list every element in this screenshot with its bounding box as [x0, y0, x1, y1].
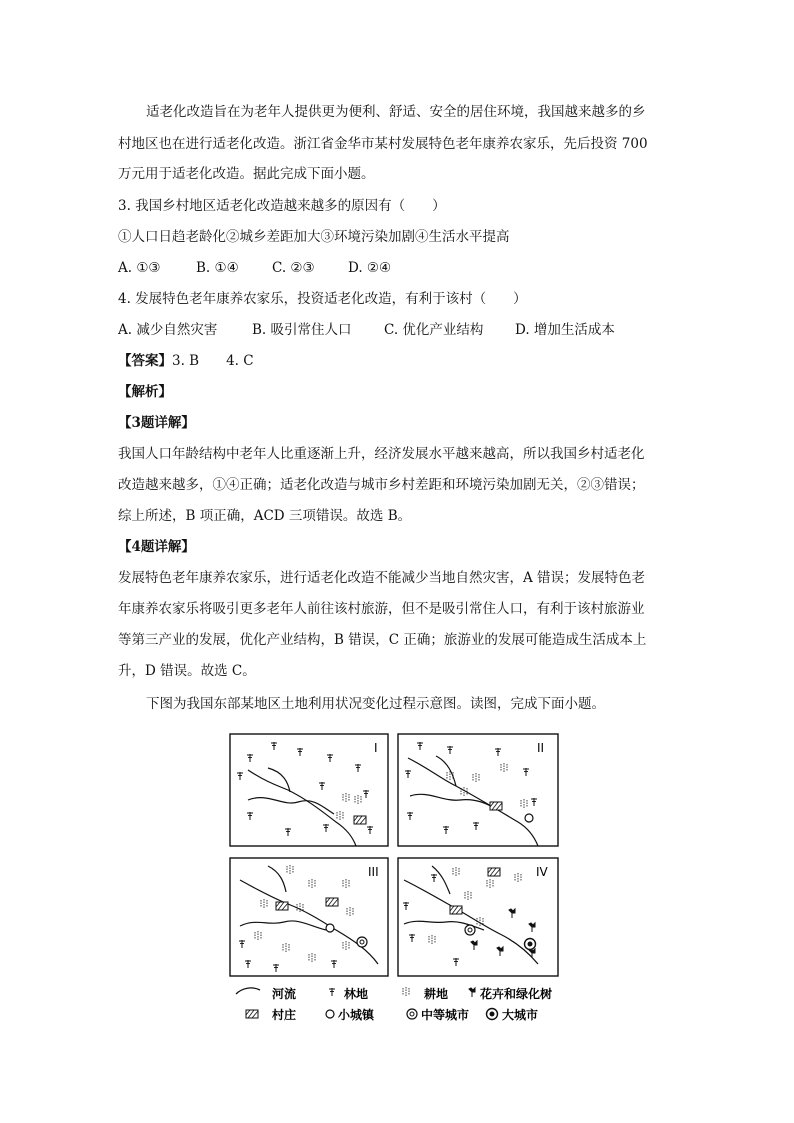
legend-big-city: 大城市 — [502, 1008, 539, 1022]
detail3-line-1: 我国人口年龄结构中老年人比重逐渐上升，经济发展水平越来越高，所以我国乡村适老化 — [118, 446, 645, 462]
panel-4 — [398, 858, 558, 976]
q3-option-a[interactable]: A. ①③ — [118, 260, 161, 276]
answer-label: 【答案】 — [118, 353, 172, 369]
q3-options — [118, 258, 391, 278]
q4-option-c[interactable]: C. 优化产业结构 — [384, 322, 484, 338]
legend — [236, 986, 552, 1022]
legend-big-city-icon — [487, 1009, 498, 1020]
legend-village: 村庄 — [272, 1008, 297, 1022]
legend-flowers-icon — [469, 988, 475, 997]
q4-option-d[interactable]: D. 增加生活成本 — [515, 322, 615, 338]
q4-options — [118, 320, 615, 340]
figure-intro: 下图为我国东部某地区土地利用状况变化过程示意图。读图，完成下面小题。 — [146, 696, 605, 712]
q3-option-d[interactable]: D. ②④ — [348, 260, 392, 276]
q4-option-a[interactable]: A. 减少自然灾害 — [118, 322, 218, 338]
q3-option-c[interactable]: C. ②③ — [272, 260, 315, 276]
detail3-label: 【3题详解】 — [118, 415, 195, 431]
intro-line-2: 村地区也在进行适老化改造。浙江省金华市某村发展特色老年康养农家乐，先后投资 700 — [118, 136, 648, 152]
answer-line — [118, 351, 254, 371]
legend-river: 河流 — [272, 987, 297, 1001]
land-use-figure — [228, 732, 573, 1027]
panel-1 — [230, 734, 388, 846]
legend-forest: 林地 — [344, 987, 369, 1001]
detail3-line-2: 改造越来越多，①④正确；适老化改造与城市乡村差距和环境污染加剧无关，②③错误； — [118, 477, 645, 493]
legend-river-icon — [236, 988, 260, 994]
legend-medium-city-icon — [407, 1009, 417, 1019]
legend-medium-city: 中等城市 — [421, 1008, 470, 1022]
legend-farmland-icon — [403, 987, 409, 996]
q4-option-b[interactable]: B. 吸引常住人口 — [252, 322, 352, 338]
detail4-line-2: 年康养农家乐将吸引更多老年人前往该村旅游，但不是吸引常住人口，有利于该村旅游业 — [118, 601, 645, 617]
detail4-line-3: 等第三产业的发展，优化产业结构，B 错误，C 正确；旅游业的发展可能造成生活成本上 — [118, 632, 647, 648]
panel-3-label: III — [368, 865, 379, 879]
legend-town: 小城镇 — [338, 1008, 375, 1022]
legend-forest-icon — [329, 988, 335, 996]
detail4-line-1: 发展特色老年康养农家乐，进行适老化改造不能减少当地自然灾害，A 错误；发展特色老 — [118, 570, 646, 586]
panel-4-label: IV — [536, 865, 548, 879]
q3-stem: 3. 我国乡村地区适老化改造越来越多的原因有（ ） — [118, 198, 446, 214]
detail4-line-4: 升，D 错误。故选 C。 — [118, 663, 256, 679]
detail4-label: 【4题详解】 — [118, 539, 195, 555]
panel-2 — [398, 734, 558, 846]
legend-flowers: 花卉和绿化树 — [480, 987, 553, 1001]
panel-2-label: II — [537, 741, 545, 755]
answer-text: 3. B 4. C — [172, 353, 254, 369]
panel-3 — [230, 858, 388, 976]
legend-town-icon — [326, 1010, 334, 1018]
q3-items: ①人口日趋老龄化②城乡差距加大③环境污染加剧④生活水平提高 — [118, 229, 510, 245]
q4-stem: 4. 发展特色老年康养农家乐，投资适老化改造，有利于该村（ ） — [118, 291, 527, 307]
legend-farmland: 耕地 — [424, 987, 449, 1001]
intro-line-1: 适老化改造旨在为老年人提供更为便利、舒适、安全的居住环境，我国越来越多的乡 — [146, 104, 646, 120]
detail3-line-3: 综上所述，B 项正确，ACD 三项错误。故选 B。 — [118, 508, 412, 524]
analysis-label: 【解析】 — [118, 384, 172, 400]
legend-village-icon — [246, 1010, 258, 1018]
intro-line-3: 万元用于适老化改造。据此完成下面小题。 — [118, 166, 375, 182]
q3-option-b[interactable]: B. ①④ — [196, 260, 239, 276]
panel-1-label: I — [374, 741, 378, 755]
